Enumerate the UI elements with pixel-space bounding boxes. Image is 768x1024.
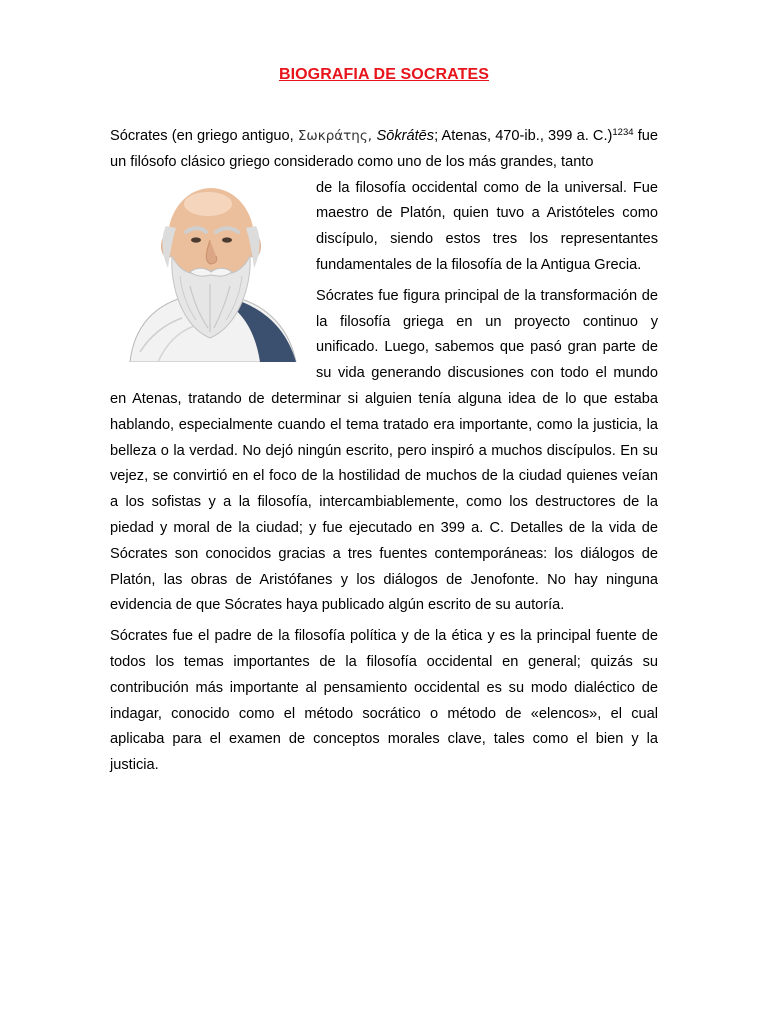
footnote-refs: 1234: [612, 127, 634, 138]
socrates-portrait: [110, 176, 310, 362]
intro-dates: ; Atenas, 470-ib., 399 a. C.): [434, 128, 613, 144]
intro-wrapped-text: de la filosofía occidental como de la universal. Fue maestro de Platón, quien tuvo a Aristóteles como discípulo, siendo estos tres los representantes fundamentales de la filosofía de la Antigua Grecia.: [316, 179, 658, 273]
paragraph-three: Sócrates fue el padre de la filosofía política y de la ética y es la principal fuente de todos los temas importantes de la filosofía occidental en general; quizás su contribución más importante al pensamiento occidental es su modo dialéctico de indagar, conocido como el método socrático o método de «elencos», el cual aplicaba para el examen de conceptos morales clave, tales como el bien y la justicia.: [110, 628, 658, 774]
transliterated-name: Sōkrátēs: [376, 128, 435, 144]
paragraph-two: Sócrates fue figura principal de la transformación de la filosofía griega en un proyecto continuo y unificado. Luego, sabemos que pasó gran parte de su vida generando discusiones con todo el mundo en Atenas, tratando de determinar si alguien tenía alguna idea de lo que estaba hablando, especialmente cuando el tema tratado era importante, como la justicia, la belleza o la verdad. No dejó ningún escrito, pero inspiró a muchos discípulos. En su vejez, se convirtió en el foco de la hostilidad de muchos de la ciudad quienes veían a los sofistas y a la filosofía, intercambiablemente, como los destructores de la piedad y moral de la ciudad; y fue ejecutado en 399 a. C. Detalles de la vida de Sócrates son conocidos gracias a tres fuentes contemporáneas: los diálogos de Platón, las obras de Aristófanes y los diálogos de Jenofonte. No hay ninguna evidencia de que Sócrates haya publicado algún escrito de su autoría.: [110, 287, 658, 614]
intro-paragraph: [110, 124, 658, 279]
greek-separator: ,: [367, 128, 377, 144]
intro-first-lines: [110, 124, 658, 176]
greek-name: Σωκράτης: [297, 128, 368, 144]
document-body: [110, 124, 658, 784]
intro-line-two: fue un filósofo clásico griego considerado como uno de los más grandes, tanto: [110, 128, 658, 170]
intro-lead: Sócrates (en griego antiguo,: [110, 128, 298, 144]
document-title: BIOGRAFIA DE SOCRATES: [278, 66, 490, 83]
